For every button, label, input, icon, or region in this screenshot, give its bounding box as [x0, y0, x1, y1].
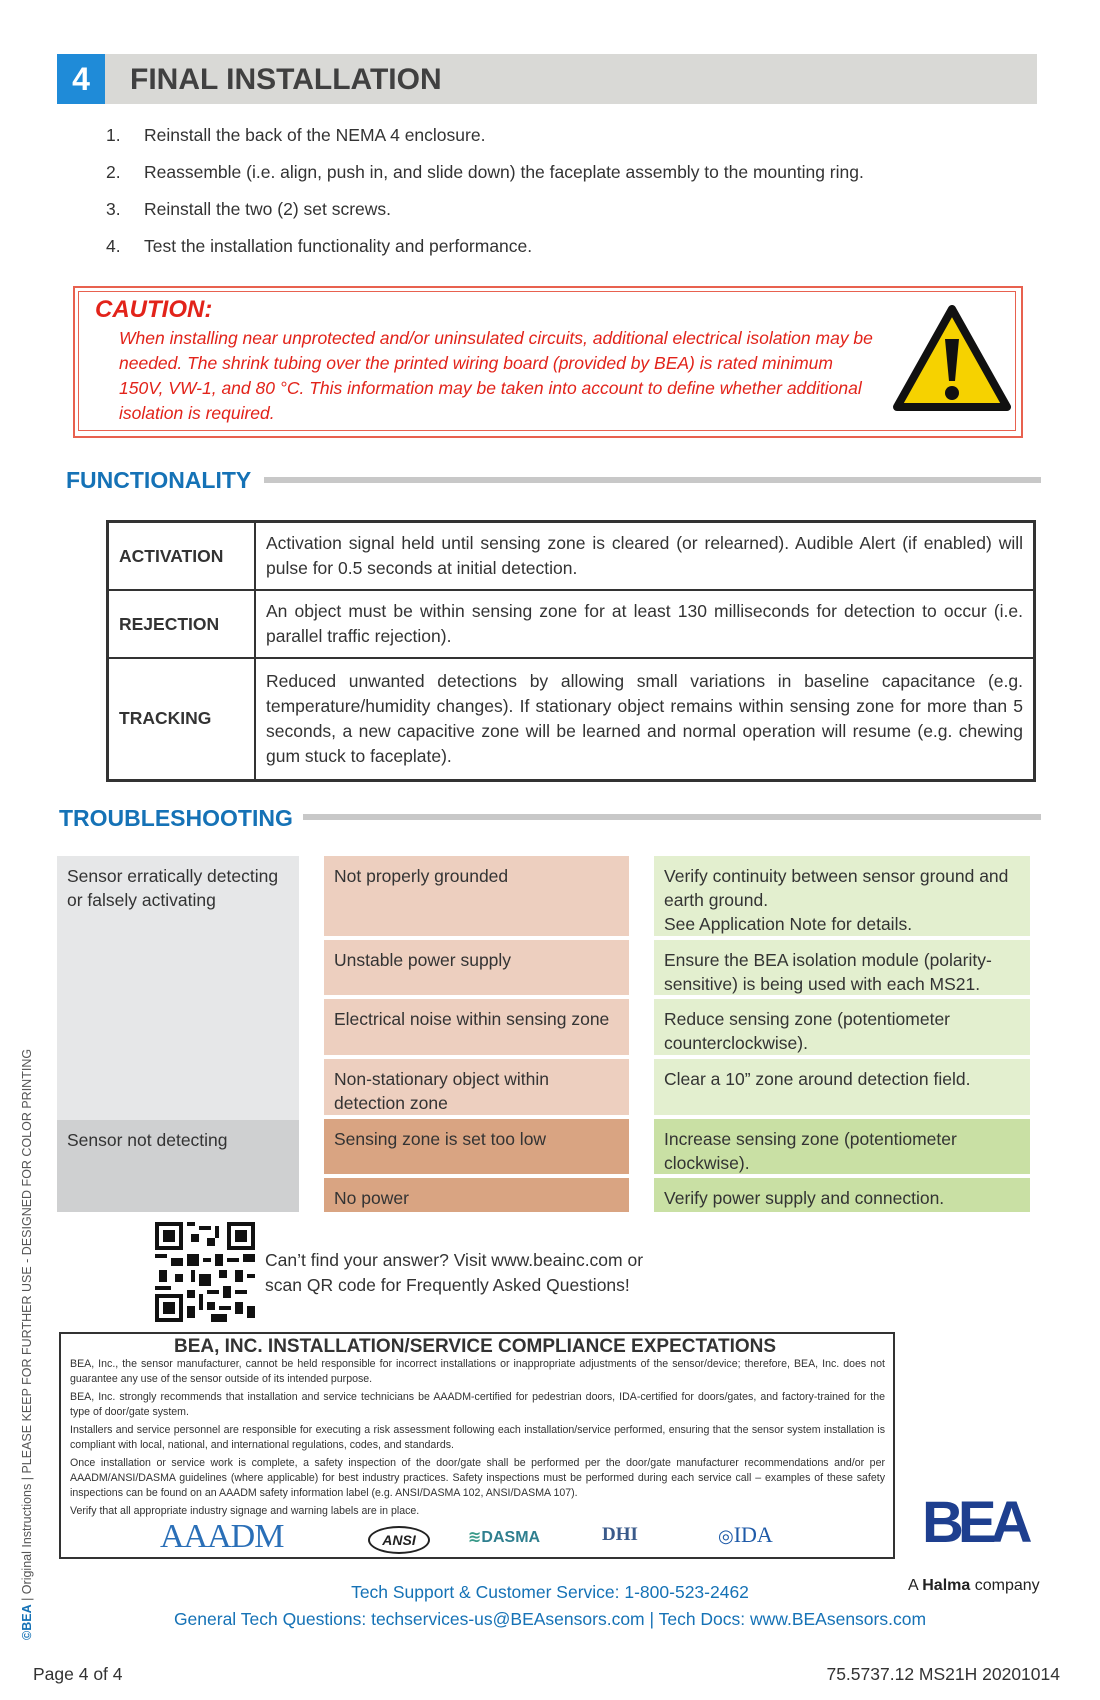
industry-logos [160, 1518, 800, 1555]
compliance-paragraph: Installers and service personnel are responsible for executing a risk assessment following each installation/service performed, ensuring that the sensor system installation is compliant with local, national, and international regulations, codes, and standards. [70, 1424, 885, 1451]
list-item: 2. Reassemble (i.e. align, push in, and slide down) the faceplate assembly to the mounting ring. [106, 162, 864, 182]
cause-cell: Non-stationary object within detection zone [324, 1059, 629, 1115]
cause-cell: Electrical noise within sensing zone [324, 999, 629, 1055]
dasma-logo: ≋DASMA [468, 1529, 541, 1546]
list-item: 3. Reinstall the two (2) set screws. [106, 199, 392, 219]
list-item: 1. Reinstall the back of the NEMA 4 enclosure. [106, 125, 486, 145]
symptom-cell: Sensor erratically detecting or falsely activating [57, 856, 299, 1120]
table-row [108, 522, 1035, 591]
dhi-logo: DHI [602, 1524, 638, 1545]
table-row [108, 590, 1035, 658]
heading-rule [303, 814, 1041, 820]
ida-globe-icon: ◎ [718, 1526, 734, 1546]
compliance-paragraph: BEA, Inc., the sensor manufacturer, cannot be held responsible for incorrect installations or inappropriate adjustments of the sensor/device; therefore, BEA, Inc. does not guarantee any use of the sensor outside of its intended purpose. [70, 1358, 885, 1385]
list-item: 4. Test the installation functionality and performance. [106, 236, 533, 256]
section-title: FINAL INSTALLATION [130, 63, 442, 96]
compliance-paragraph: BEA, Inc. strongly recommends that installation and service technicians be AAADM-certified for pedestrian doors, IDA-certified for doors/gates, and factory-trained for the type of door/gate system. [70, 1391, 885, 1418]
compliance-body [70, 1357, 885, 1522]
row-text: Activation signal held until sensing zone is cleared (or relearned). Audible Alert (if enabled) will pulse for 0.5 seconds at initial detection. [255, 522, 1035, 591]
side-disclaimer: ©BEA | Original Instructions | PLEASE KEEP FOR FURTHER USE - DESIGNED FOR COLOR PRINTING [20, 1048, 34, 1640]
solution-cell: Ensure the BEA isolation module (polarity-sensitive) is being used with each MS21. [654, 940, 1030, 995]
section-number: 4 [57, 54, 105, 104]
cause-cell: Sensing zone is set too low [324, 1119, 629, 1174]
troubleshooting-heading: TROUBLESHOOTING [59, 805, 293, 831]
cause-cell: Unstable power supply [324, 940, 629, 995]
ansi-logo: ANSI [368, 1526, 430, 1554]
installation-steps [106, 125, 864, 273]
solution-cell: Verify continuity between sensor ground and earth ground. See Application Note for details. [654, 856, 1030, 936]
bea-logo [920, 1490, 1050, 1550]
svg-text:BEA: BEA [922, 1490, 1027, 1550]
solution-cell: Reduce sensing zone (potentiometer counterclockwise). [654, 999, 1030, 1055]
row-text: Reduced unwanted detections by allowing small variations in baseline capacitance (e.g. temperature/humidity changes). If stationary object remains within sensing zone for more than 5 seconds, a new capacitive zone will be learned and normal operation will resume (e.g. chewing gum stuck to faceplate). [255, 658, 1035, 780]
functionality-heading: FUNCTIONALITY [66, 467, 252, 493]
warning-triangle-icon [893, 305, 1011, 413]
tech-support-line: Tech Support & Customer Service: 1-800-523-2462 [351, 1582, 749, 1602]
faq-text: Can’t find your answer? Visit www.beainc.com or scan QR code for Frequently Asked Questions! [265, 1250, 644, 1295]
solution-cell: Verify power supply and connection. [654, 1178, 1030, 1212]
caution-text: When installing near unprotected and/or uninsulated circuits, additional electrical isolation may be needed. The shrink tubing over the printed wiring board (provided by BEA) is rated minimum 150V, VW-1, and 80 °C. This information may be taken into account to define whether additional isolation is required. [119, 328, 873, 423]
document-id: 75.5737.12 MS21H 20201014 [826, 1664, 1060, 1684]
caution-title: CAUTION: [95, 296, 213, 323]
aaadm-logo: AAADM [160, 1518, 284, 1555]
compliance-paragraph: Once installation or service work is complete, a safety inspection of the door/gate shall be performed per the door/gate manufacturer recommendations and/or per AAADM/ANSI/DASMA guidelines (where applicable) for best industry practices. Safety inspections must be performed during each service call – examples of these safety inspections can be found on an AAADM safety information label (e.g. ANSI/DASMA 102, ANSI/DASMA 107). [70, 1457, 885, 1499]
heading-rule [264, 477, 1041, 483]
halma-tagline: A Halma company [908, 1577, 1040, 1594]
table-row [108, 658, 1035, 780]
compliance-title: BEA, INC. INSTALLATION/SERVICE COMPLIANCE EXPECTATIONS [173, 1336, 777, 1357]
solution-cell: Increase sensing zone (potentiometer clockwise). [654, 1119, 1030, 1174]
ida-logo: ◎IDA [718, 1522, 773, 1547]
row-label: TRACKING [108, 658, 256, 780]
row-label: ACTIVATION [108, 522, 256, 591]
page-number: Page 4 of 4 [33, 1664, 123, 1684]
tech-questions-line: General Tech Questions: techservices-us@BEAsensors.com | Tech Docs: www.BEAsensors.com [173, 1609, 927, 1629]
row-label: REJECTION [108, 590, 256, 658]
qr-code-icon [155, 1222, 255, 1322]
symptom-cell: Sensor not detecting [57, 1120, 299, 1212]
solution-cell: Clear a 10” zone around detection field. [654, 1059, 1030, 1115]
row-text: An object must be within sensing zone for at least 130 milliseconds for detection to occur (i.e. parallel traffic rejection). [255, 590, 1035, 658]
compliance-paragraph: Verify that all appropriate industry signage and warning labels are in place. [70, 1505, 420, 1517]
cause-cell: No power [324, 1178, 629, 1212]
functionality-table [106, 520, 1036, 782]
cause-cell: Not properly grounded [324, 856, 629, 936]
